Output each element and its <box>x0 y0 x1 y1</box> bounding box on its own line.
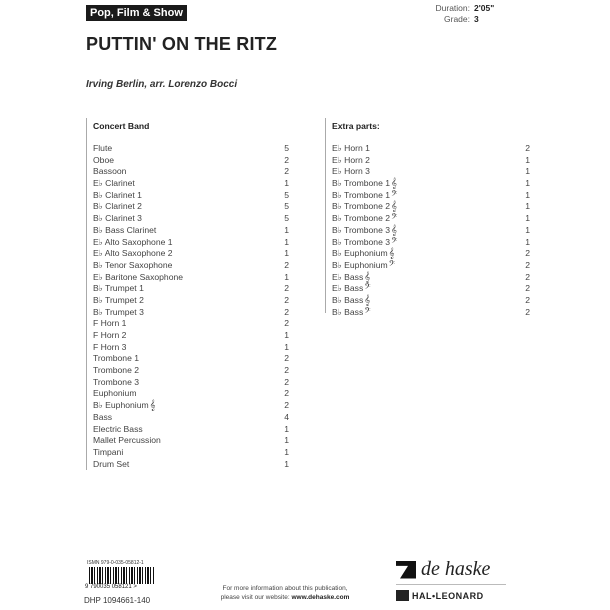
part-name-text: E♭ Baritone Saxophone <box>93 271 184 282</box>
grade-value: 3 <box>474 14 479 24</box>
part-name <box>332 190 397 202</box>
part-name <box>332 272 370 284</box>
part-name-text: Electric Bass <box>93 423 143 434</box>
part-quantity: 1 <box>525 213 530 224</box>
part-quantity: 1 <box>284 271 289 282</box>
part-quantity: 2 <box>284 318 289 329</box>
piece-meta <box>420 3 494 25</box>
part-name-text: B♭ Clarinet 3 <box>93 213 142 224</box>
part-quantity: 2 <box>284 294 289 305</box>
part-name <box>93 342 126 354</box>
part-name-text: B♭ Tenor Saxophone <box>93 259 173 270</box>
part-quantity: 2 <box>284 283 289 294</box>
part-name-text: B♭ Euphonium <box>93 400 149 411</box>
info-line-1: For more information about this publication, <box>222 585 348 592</box>
part-quantity: 2 <box>525 306 530 317</box>
hal-leonard-logo-text: HAL•LEONARD <box>412 590 484 601</box>
part-row <box>332 166 530 178</box>
part-name <box>332 143 370 155</box>
part-row <box>93 143 289 155</box>
part-name <box>93 318 126 330</box>
de-haske-logo-icon <box>396 561 416 579</box>
barcode-number: 9 790035 058121 > <box>85 584 137 590</box>
part-name-text: B♭ Clarinet 1 <box>93 189 142 200</box>
part-name-text: B♭ Bass <box>332 306 364 317</box>
part-name <box>332 213 397 225</box>
part-quantity: 2 <box>525 294 530 305</box>
part-row <box>93 283 289 295</box>
catalog-number: DHP 1094661-140 <box>84 596 151 605</box>
part-name-text: B♭ Trombone 1 <box>332 178 391 189</box>
duration-value: 2'05" <box>474 3 495 13</box>
part-quantity: 5 <box>284 201 289 212</box>
part-name-text: F Horn 3 <box>93 341 127 352</box>
treble-clef-icon: 𝄞 <box>388 248 395 260</box>
part-name <box>93 435 161 447</box>
part-name-text: E♭ Clarinet <box>93 178 135 189</box>
part-name <box>93 377 139 389</box>
part-name-text: B♭ Trombone 2 <box>332 213 391 224</box>
part-quantity: 1 <box>525 201 530 212</box>
info-line-2: please visit our website: <box>220 594 290 601</box>
bass-clef-icon: 𝄢 <box>388 259 396 271</box>
part-name <box>332 295 370 307</box>
part-quantity: 2 <box>284 353 289 364</box>
bass-clef-icon: 𝄢 <box>391 236 398 248</box>
part-quantity: 5 <box>284 189 289 200</box>
part-name-text: E♭ Alto Saxophone 2 <box>93 248 173 259</box>
part-quantity: 1 <box>284 330 289 340</box>
page-title: PUTTIN' ON THE RITZ <box>86 34 278 54</box>
part-name-text: B♭ Trombone 1 <box>332 189 391 200</box>
part-name <box>93 248 173 260</box>
bass-clef-icon: 𝄢 <box>391 213 398 225</box>
treble-clef-icon: 𝄞 <box>391 178 397 190</box>
part-name-text: B♭ Bass <box>332 294 364 305</box>
info-text <box>196 584 374 602</box>
part-quantity: 1 <box>284 435 289 446</box>
part-quantity: 2 <box>284 166 289 177</box>
part-row <box>93 330 289 342</box>
part-quantity: 1 <box>525 224 530 235</box>
part-quantity: 5 <box>284 213 289 224</box>
website-link[interactable]: www.dehaske.com <box>291 594 350 601</box>
part-name <box>93 237 173 249</box>
part-row <box>332 283 530 295</box>
part-name-text: Mallet Percussion <box>93 435 161 446</box>
part-quantity: 2 <box>284 259 289 270</box>
part-name <box>93 400 156 412</box>
part-quantity: 1 <box>284 248 289 259</box>
part-name <box>93 260 172 272</box>
part-name-text: B♭ Trumpet 3 <box>93 306 144 317</box>
part-quantity: 1 <box>284 423 289 434</box>
logo-divider <box>396 584 506 585</box>
part-row <box>93 237 289 249</box>
part-row <box>93 248 289 260</box>
part-row <box>332 272 530 284</box>
part-name <box>93 178 135 190</box>
part-row <box>332 307 530 319</box>
part-name <box>93 388 136 400</box>
part-name <box>332 307 371 319</box>
part-quantity: 1 <box>284 236 289 247</box>
part-name <box>93 295 144 307</box>
part-name-text: E♭ Bass <box>332 271 364 282</box>
part-row <box>93 447 289 459</box>
part-name <box>332 155 370 167</box>
part-row <box>332 237 530 249</box>
part-row <box>93 365 289 377</box>
part-row <box>93 435 289 447</box>
part-name-text: B♭ Trombone 3 <box>332 224 391 235</box>
composer-arranger: Irving Berlin, arr. Lorenzo Bocci <box>86 79 238 90</box>
part-row <box>93 166 289 178</box>
part-quantity: 1 <box>525 178 530 189</box>
part-row <box>93 377 289 389</box>
part-quantity: 1 <box>284 224 289 235</box>
part-name <box>93 190 142 202</box>
part-row <box>332 143 530 155</box>
part-row <box>93 201 289 213</box>
part-name-text: F Horn 1 <box>93 318 127 329</box>
part-name-text: Bassoon <box>93 166 127 177</box>
part-quantity: 2 <box>284 365 289 376</box>
concert-band-heading: Concert Band <box>93 121 150 131</box>
grade-label: Grade: <box>444 14 470 24</box>
part-name <box>332 283 371 295</box>
part-row <box>93 260 289 272</box>
part-quantity: 1 <box>525 166 530 177</box>
part-quantity: 2 <box>525 248 530 259</box>
part-row <box>93 353 289 365</box>
treble-clef-icon: 𝄞 <box>391 201 397 213</box>
part-quantity: 5 <box>284 143 289 153</box>
part-name <box>93 412 112 424</box>
bass-clef-icon: 𝄢 <box>364 306 371 318</box>
treble-clef-icon: 𝄞 <box>391 224 397 236</box>
part-name-text: B♭ Trumpet 1 <box>93 283 144 294</box>
part-name-text: E♭ Bass <box>332 283 364 294</box>
part-name-text: Trombone 2 <box>93 365 140 376</box>
part-quantity: 2 <box>284 400 289 411</box>
part-row <box>93 307 289 319</box>
part-name <box>332 237 397 249</box>
part-name <box>332 201 397 213</box>
part-row <box>332 225 530 237</box>
hal-leonard-logo <box>396 590 484 601</box>
part-quantity: 1 <box>525 236 530 247</box>
part-row <box>332 213 530 225</box>
part-quantity: 2 <box>525 143 530 153</box>
part-name <box>93 225 156 237</box>
part-name <box>93 155 114 167</box>
part-name-text: B♭ Euphonium <box>332 259 388 270</box>
part-name <box>93 330 126 342</box>
part-quantity: 2 <box>525 259 530 270</box>
part-row <box>93 295 289 307</box>
part-quantity: 1 <box>525 189 530 200</box>
part-name <box>93 459 129 471</box>
part-name-text: Oboe <box>93 154 115 165</box>
part-row <box>93 213 289 225</box>
part-name-text: Euphonium <box>93 388 137 399</box>
part-name <box>332 260 395 272</box>
part-name-text: Drum Set <box>93 458 130 469</box>
part-name <box>93 307 144 319</box>
category-badge: Pop, Film & Show <box>86 5 187 21</box>
part-quantity: 2 <box>284 388 289 399</box>
part-quantity: 2 <box>525 271 530 282</box>
part-name <box>93 213 142 225</box>
de-haske-logo-text: de haske <box>421 558 491 580</box>
part-name <box>93 283 144 295</box>
part-name-text: B♭ Trombone 3 <box>332 236 391 247</box>
part-name-text: E♭ Horn 2 <box>332 154 370 165</box>
part-row <box>332 201 530 213</box>
part-row <box>93 178 289 190</box>
treble-clef-icon: 𝄞 <box>364 271 371 283</box>
part-name <box>93 447 123 459</box>
part-row <box>93 459 289 471</box>
part-name-text: E♭ Horn 3 <box>332 166 370 177</box>
part-name-text: B♭ Euphonium <box>332 248 388 259</box>
de-haske-logo <box>396 558 490 581</box>
part-row <box>93 155 289 167</box>
part-quantity: 1 <box>284 458 289 469</box>
part-row <box>93 318 289 330</box>
part-name-text: E♭ Horn 1 <box>332 143 370 153</box>
part-row <box>93 225 289 237</box>
concert-band-list <box>86 118 289 470</box>
part-name <box>93 353 139 365</box>
part-quantity: 1 <box>525 154 530 165</box>
part-quantity: 1 <box>284 178 289 189</box>
extra-parts-heading: Extra parts: <box>332 121 380 131</box>
part-name <box>93 201 142 213</box>
part-name-text: Trombone 3 <box>93 376 140 387</box>
part-name <box>93 272 183 284</box>
part-row <box>332 155 530 167</box>
part-row <box>93 412 289 424</box>
part-name-text: E♭ Alto Saxophone 1 <box>93 236 173 247</box>
part-quantity: 2 <box>525 283 530 294</box>
part-quantity: 1 <box>284 341 289 352</box>
part-row <box>332 260 530 272</box>
part-row <box>93 342 289 354</box>
extra-parts-list <box>325 118 530 318</box>
part-name-text: Trombone 1 <box>93 353 140 364</box>
part-row <box>332 248 530 260</box>
part-row <box>332 295 530 307</box>
part-row <box>93 272 289 284</box>
treble-clef-icon: 𝄞 <box>149 400 156 412</box>
part-name-text: Timpani <box>93 446 124 457</box>
part-row <box>93 424 289 436</box>
part-name-text: B♭ Trombone 2 <box>332 201 391 212</box>
barcode <box>89 567 155 584</box>
part-quantity: 2 <box>284 154 289 165</box>
part-name <box>332 248 395 260</box>
part-row <box>332 190 530 202</box>
part-row <box>332 178 530 190</box>
part-row <box>93 190 289 202</box>
duration-label: Duration: <box>435 3 470 13</box>
part-quantity: 2 <box>284 306 289 317</box>
part-name <box>332 178 397 190</box>
treble-clef-icon: 𝄞 <box>364 294 371 306</box>
bass-clef-icon: 𝄢 <box>391 189 398 201</box>
part-name <box>332 166 370 178</box>
part-quantity: 2 <box>284 376 289 387</box>
part-name <box>93 166 126 178</box>
part-row <box>93 388 289 400</box>
part-name-text: B♭ Clarinet 2 <box>93 201 142 212</box>
part-name-text: B♭ Bass Clarinet <box>93 224 157 235</box>
part-row <box>93 400 289 412</box>
part-name <box>332 225 397 237</box>
part-quantity: 1 <box>284 446 289 457</box>
part-name-text: F Horn 2 <box>93 330 127 340</box>
bass-clef-icon: 𝄢 <box>364 283 371 295</box>
part-name <box>93 424 143 436</box>
hal-leonard-logo-icon <box>396 590 409 601</box>
part-name-text: B♭ Trumpet 2 <box>93 294 144 305</box>
part-name-text: Bass <box>93 411 113 422</box>
part-name <box>93 143 112 155</box>
part-quantity: 4 <box>284 411 289 422</box>
part-name-text: Flute <box>93 143 113 153</box>
part-name <box>93 365 139 377</box>
ismn: ISMN 979-0-035-05812-1 <box>87 560 144 566</box>
